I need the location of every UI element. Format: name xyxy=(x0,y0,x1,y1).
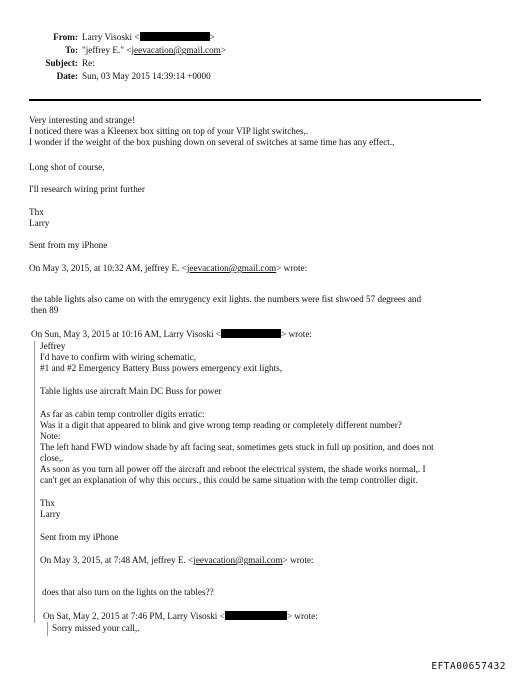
quote-line: the table lights also came on with the emrygency exit lights. the numbers were fist shwoed 57 degrees and xyxy=(31,294,422,304)
redaction-bar xyxy=(221,329,281,338)
quote-line: Table lights use aircraft Main DC Buss for power xyxy=(40,386,222,396)
quote-line: Was it a digit that appeared to blink and give wrong temp reading or completely different number? xyxy=(40,420,402,430)
reply-header-text: On Sat, May 2, 2015 at 7:46 PM, Larry Visoski < xyxy=(43,611,225,621)
redaction-bar xyxy=(225,611,287,620)
sent-from: Sent from my iPhone xyxy=(29,240,108,250)
reply-header-text: On Sun, May 3, 2015 at 10:16 AM, Larry Visoski < xyxy=(31,329,221,339)
signature-thx: Thx xyxy=(40,498,55,508)
sent-from: Sent from my iPhone xyxy=(40,532,119,542)
body-line: Very interesting and strange! xyxy=(29,115,135,125)
document-stamp: EFTA00657432 xyxy=(431,661,506,672)
body-line: Long shot of course, xyxy=(29,162,105,172)
email-link[interactable]: jeevacation@gmail.com xyxy=(193,555,283,565)
quote-line: As far as cabin temp controller digits erratic: xyxy=(40,409,205,419)
from-label: From: xyxy=(53,32,78,42)
quote-line: then 89 xyxy=(31,305,59,315)
reply-header-text: > wrote: xyxy=(276,263,308,273)
date-label: Date: xyxy=(56,71,78,81)
reply-header xyxy=(31,329,312,340)
signature-name: Larry xyxy=(29,218,50,228)
body-line: I'll research wiring print further xyxy=(29,184,145,194)
reply-header xyxy=(40,555,314,566)
reply-header xyxy=(29,263,307,274)
date-value: Sun, 03 May 2015 14:39:14 +0000 xyxy=(82,71,211,81)
quote-line: Jeffrey xyxy=(40,341,66,351)
quote-line: close,. xyxy=(40,453,64,463)
quote-bar xyxy=(47,622,48,636)
body-line: I noticed there was a Kleenex box sitting on top of your VIP light switches,. xyxy=(29,126,309,136)
quote-line: Sorry missed your call,. xyxy=(52,623,140,633)
quote-line: Note: xyxy=(40,431,61,441)
to-name: "jeffrey E." < xyxy=(82,45,132,55)
from-name: Larry Visoski < xyxy=(82,32,140,42)
reply-header-text: > wrote: xyxy=(282,555,314,565)
from-close: > xyxy=(209,32,215,42)
quote-line: The left hand FWD window shade by aft facing seat, sometimes gets stuck in full up position, and does not xyxy=(40,442,434,452)
body-line: I wonder if the weight of the box pushing down on several of switches at same time has any effect., xyxy=(29,137,395,147)
subject-label: Subject: xyxy=(45,58,78,68)
reply-header-text: > wrote: xyxy=(286,611,318,621)
quote-line: can't get an explanation of why this occurs., this could be same situation with the temp controller digit. xyxy=(40,475,418,485)
reply-header-text: On May 3, 2015, at 10:32 AM, jeffrey E. < xyxy=(29,263,187,273)
from-value xyxy=(82,32,215,43)
to-email-link[interactable]: jeevacation@gmail.com xyxy=(131,45,221,55)
signature-name: Larry xyxy=(40,509,61,519)
redaction-bar xyxy=(140,32,210,41)
to-label: To: xyxy=(65,45,78,55)
reply-header-text: On May 3, 2015, at 7:48 AM, jeffrey E. < xyxy=(40,555,194,565)
quote-line: does that also turn on the lights on the tables?? xyxy=(42,587,214,597)
quote-line: As soon as you turn all power off the aircraft and reboot the electrical system, the shade works normal,. I xyxy=(40,464,426,474)
reply-header-text: > wrote: xyxy=(281,329,312,339)
quote-bar xyxy=(34,341,35,623)
subject-value: Re: xyxy=(82,58,95,68)
email-link[interactable]: jeevacation@gmail.com xyxy=(186,263,277,273)
quote-line: I'd have to confirm with wiring schematic, xyxy=(40,352,197,362)
header-divider xyxy=(29,99,481,101)
to-value xyxy=(82,45,226,56)
to-close: > xyxy=(220,45,227,55)
reply-header xyxy=(43,611,318,622)
quote-line: #1 and #2 Emergency Battery Buss powers emergency exit lights, xyxy=(40,363,283,373)
signature-thx: Thx xyxy=(29,207,44,217)
